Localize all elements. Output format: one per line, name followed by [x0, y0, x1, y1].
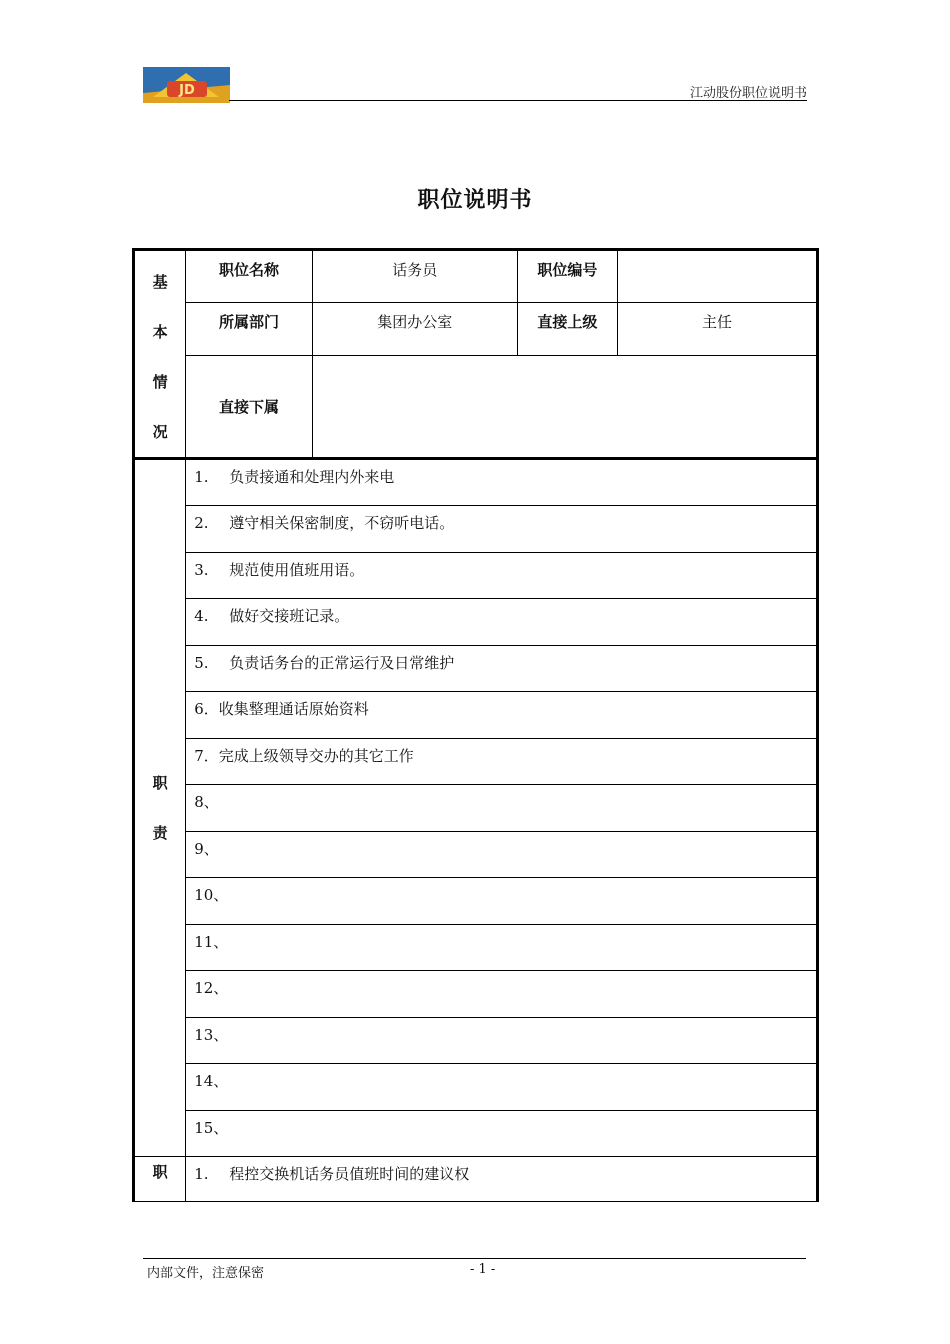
duty-item — [186, 878, 818, 925]
duty-item — [186, 924, 818, 971]
section-duties-char-2: 责 — [152, 824, 168, 842]
duty-item — [186, 506, 818, 553]
superior-value: 主任 — [618, 302, 818, 356]
duty-number: 8、 — [194, 793, 219, 811]
power-text: 程控交换机话务员值班时间的建议权 — [229, 1165, 470, 1183]
superior-label: 直接上级 — [517, 302, 617, 356]
duty-item — [186, 1064, 818, 1111]
duty-item — [186, 552, 818, 599]
duty-row — [134, 878, 818, 925]
duty-number: 5. — [194, 653, 209, 672]
duty-row — [134, 785, 818, 832]
duty-number: 7． — [194, 746, 219, 765]
section-basic-char-2: 本 — [152, 323, 168, 341]
duty-number: 4. — [194, 607, 209, 625]
header-doc-title: 江动股份职位说明书 — [689, 86, 807, 101]
power-number: 1. — [194, 1165, 209, 1183]
duty-row — [134, 645, 818, 692]
duty-row — [134, 924, 818, 971]
duty-row — [134, 692, 818, 739]
section-duties — [134, 459, 186, 1157]
duty-item — [186, 785, 818, 832]
power-item — [186, 1157, 818, 1202]
duty-row — [134, 1064, 818, 1111]
job-name-value: 话务员 — [312, 250, 517, 303]
duty-text: 规范使用值班用语。 — [229, 560, 365, 579]
duty-row — [134, 506, 818, 553]
duty-item — [186, 831, 818, 878]
duty-number: 9、 — [194, 839, 219, 858]
job-code-label: 职位编号 — [517, 250, 617, 303]
duty-number: 14、 — [194, 1072, 229, 1090]
footer-note: 内部文件，注意保密 — [147, 1266, 265, 1281]
duty-item — [186, 738, 818, 785]
section-powers: 职 — [134, 1157, 186, 1202]
page-title: 职位说明书 — [417, 188, 533, 213]
section-basic-char-1: 基 — [152, 273, 168, 291]
jd-company-logo — [143, 67, 230, 103]
duty-text: 负责话务台的正常运行及日常维护 — [229, 653, 455, 672]
duty-text: 做好交接班记录。 — [229, 607, 350, 625]
duty-number: 1. — [194, 468, 209, 486]
duty-number: 13、 — [194, 1025, 229, 1044]
page-number: - 1 - — [470, 1262, 496, 1277]
duty-number: 12、 — [194, 979, 229, 997]
duty-row — [134, 459, 818, 506]
duty-number: 10、 — [194, 886, 229, 904]
duty-row — [134, 738, 818, 785]
section-duties-char-1: 职 — [152, 774, 168, 792]
svg-text:JD: JD — [179, 83, 195, 98]
duty-item — [186, 971, 818, 1018]
duty-row — [134, 599, 818, 646]
subordinate-value — [312, 356, 817, 459]
job-code-value — [618, 250, 818, 303]
duty-item — [186, 1017, 818, 1064]
duty-item — [186, 1110, 818, 1157]
duty-row — [134, 1017, 818, 1064]
duty-item — [186, 459, 818, 506]
duty-number: 11、 — [194, 932, 229, 951]
duty-item — [186, 692, 818, 739]
duty-text: 收集整理通话原始资料 — [218, 700, 369, 718]
duty-number: 2. — [194, 514, 209, 532]
duty-row — [134, 831, 818, 878]
footer-rule — [143, 1258, 806, 1259]
duty-row — [134, 1110, 818, 1157]
duty-number: 3. — [194, 560, 209, 579]
section-basic-char-3: 情 — [152, 373, 168, 391]
duty-text: 完成上级领导交办的其它工作 — [218, 746, 414, 765]
subordinate-label: 直接下属 — [186, 356, 313, 459]
power-row — [134, 1157, 818, 1202]
duty-number: 15、 — [194, 1118, 229, 1137]
section-basic-char-4: 况 — [152, 423, 168, 441]
section-basic-info — [134, 250, 186, 459]
duty-text: 负责接通和处理内外来电 — [229, 468, 395, 486]
duty-item — [186, 599, 818, 646]
department-label: 所属部门 — [186, 302, 313, 356]
duty-item — [186, 645, 818, 692]
job-description-table — [132, 248, 819, 1202]
duty-text: 遵守相关保密制度，不窃听电话。 — [229, 514, 455, 532]
duty-number: 6． — [194, 700, 219, 718]
duty-row — [134, 552, 818, 599]
job-name-label: 职位名称 — [186, 250, 313, 303]
department-value: 集团办公室 — [312, 302, 517, 356]
duty-row — [134, 971, 818, 1018]
